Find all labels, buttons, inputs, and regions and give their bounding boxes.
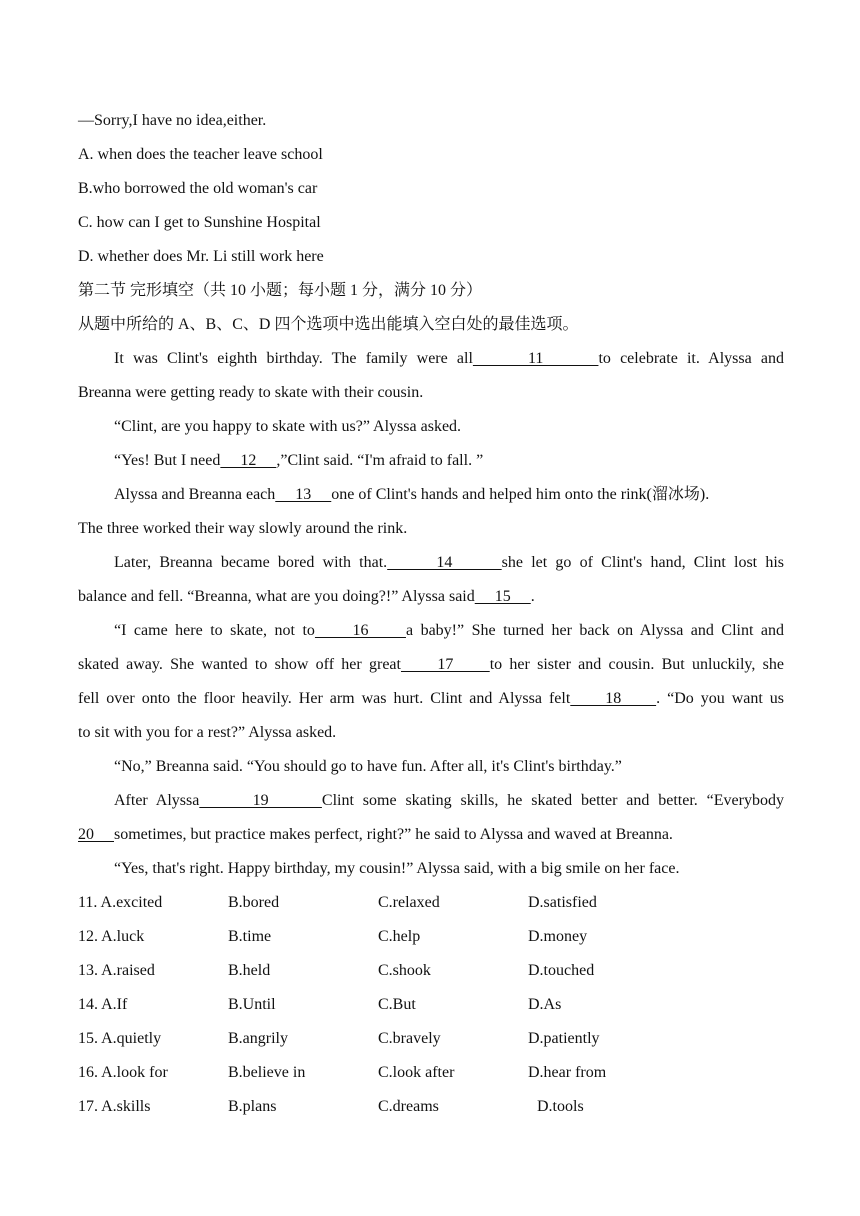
passage-text: a baby!” She turned her back on Alyssa and Clint and [405, 622, 785, 639]
option-c: C.But [378, 996, 416, 1013]
option-d: D.satisfied [528, 894, 597, 911]
passage-text: one of Clint's hands and helped him onto the rink(溜冰场). [331, 486, 710, 503]
passage-text: Alyssa and Breanna each [114, 486, 276, 503]
passage-text: After Alyssa [114, 792, 200, 809]
option-n: 17. A.skills [78, 1098, 151, 1115]
option-n: 12. A.luck [78, 928, 145, 945]
dialogue-reply: —Sorry,I have no idea,either. [78, 112, 267, 129]
option-c: C.help [378, 928, 421, 945]
option-d: D.tools [537, 1098, 584, 1115]
passage-line: “No,” Breanna said. “You should go to have fun. After all, it's Clint's birthday.” [114, 758, 622, 775]
passage-text: she let go of Clint's hand, Clint lost his [501, 554, 784, 571]
section-title: 第二节 完形填空（共 10 小题；每小题 1 分，满分 10 分） [78, 282, 483, 299]
option-row-11 [78, 886, 778, 920]
option-b: B.plans [228, 1098, 277, 1115]
passage-line: “Clint, are you happy to skate with us?” Alyssa asked. [114, 418, 462, 435]
passage-text: “I came here to skate, not to [114, 622, 315, 639]
option-row-15 [78, 1022, 778, 1056]
section-instruction: 从题中所给的 A、B、C、D 四个选项中选出能填入空白处的最佳选项。 [78, 316, 579, 333]
option-c: C.look after [378, 1064, 455, 1081]
option-row-16 [78, 1056, 778, 1090]
passage-text: skated away. She wanted to show off her great [78, 656, 401, 673]
option-c: C.shook [378, 962, 431, 979]
passage-line [114, 784, 784, 818]
passage-text: sometimes, but practice makes perfect, right?” he said to Alyssa and waved at Breanna. [114, 826, 673, 843]
option-b: B.time [228, 928, 272, 945]
passage-line [78, 682, 784, 716]
option-c: C.dreams [378, 1098, 439, 1115]
passage-line [114, 478, 784, 512]
option-b: B.believe in [228, 1064, 306, 1081]
option-a: A. when does the teacher leave school [78, 146, 323, 163]
passage-line [78, 818, 784, 852]
blank-20: 20 [78, 826, 114, 843]
option-row-13 [78, 954, 778, 988]
passage-line: “Yes, that's right. Happy birthday, my cousin!” Alyssa said, with a big smile on her face. [114, 860, 680, 877]
option-d: D.money [528, 928, 588, 945]
blank-17: 17 [400, 656, 490, 673]
passage-line [114, 546, 784, 580]
passage-text: fell over onto the floor heavily. Her arm was hurt. Clint and Alyssa felt [78, 690, 571, 707]
option-d: D.As [528, 996, 562, 1013]
option-c: C.relaxed [378, 894, 440, 911]
option-c: C. how can I get to Sunshine Hospital [78, 214, 321, 231]
option-d: D.hear from [528, 1064, 607, 1081]
option-d: D. whether does Mr. Li still work here [78, 248, 324, 265]
option-b: B.Until [228, 996, 276, 1013]
passage-text: to celebrate it. Alyssa and [598, 350, 784, 367]
blank-16: 16 [314, 622, 406, 639]
option-n: 14. A.If [78, 996, 128, 1013]
passage-line [114, 444, 784, 478]
passage-text: ,”Clint said. “I'm afraid to fall. ” [276, 452, 484, 469]
option-row-17 [78, 1090, 778, 1124]
blank-18: 18 [570, 690, 657, 707]
option-d: D.touched [528, 962, 595, 979]
option-row-12 [78, 920, 778, 954]
passage-line [114, 614, 784, 648]
blank-13: 13 [275, 486, 332, 503]
blank-12: 12 [220, 452, 277, 469]
option-b: B.bored [228, 894, 280, 911]
passage-text: . “Do you want us [656, 690, 785, 707]
option-n: 13. A.raised [78, 962, 155, 979]
passage-line [78, 648, 784, 682]
option-b: B.who borrowed the old woman's car [78, 180, 318, 197]
blank-19: 19 [199, 792, 322, 809]
passage-line: The three worked their way slowly around the rink. [78, 520, 408, 537]
option-b: B.held [228, 962, 271, 979]
passage-text: “Yes! But I need [114, 452, 221, 469]
passage-text: Clint some skating skills, he skated better and better. “Everybody [321, 792, 784, 809]
passage-text: . [530, 588, 535, 605]
option-n: 16. A.look for [78, 1064, 168, 1081]
option-d: D.patiently [528, 1030, 600, 1047]
passage-text: Later, Breanna became bored with that. [114, 554, 388, 571]
passage-text: It was Clint's eighth birthday. The family were all [114, 350, 473, 367]
option-b: B.angrily [228, 1030, 288, 1047]
passage-line: to sit with you for a rest?” Alyssa asked. [78, 724, 337, 741]
passage-text: to her sister and cousin. But unluckily, she [489, 656, 784, 673]
blank-11: 11 [472, 350, 599, 367]
option-n: 11. A.excited [78, 894, 163, 911]
option-n: 15. A.quietly [78, 1030, 162, 1047]
passage-text: balance and fell. “Breanna, what are you doing?!” Alyssa said [78, 588, 475, 605]
passage-line [78, 580, 784, 614]
blank-15: 15 [474, 588, 531, 605]
option-c: C.bravely [378, 1030, 441, 1047]
blank-14: 14 [387, 554, 502, 571]
passage-line [114, 342, 784, 376]
passage-line: Breanna were getting ready to skate with their cousin. [78, 384, 424, 401]
option-row-14 [78, 988, 778, 1022]
